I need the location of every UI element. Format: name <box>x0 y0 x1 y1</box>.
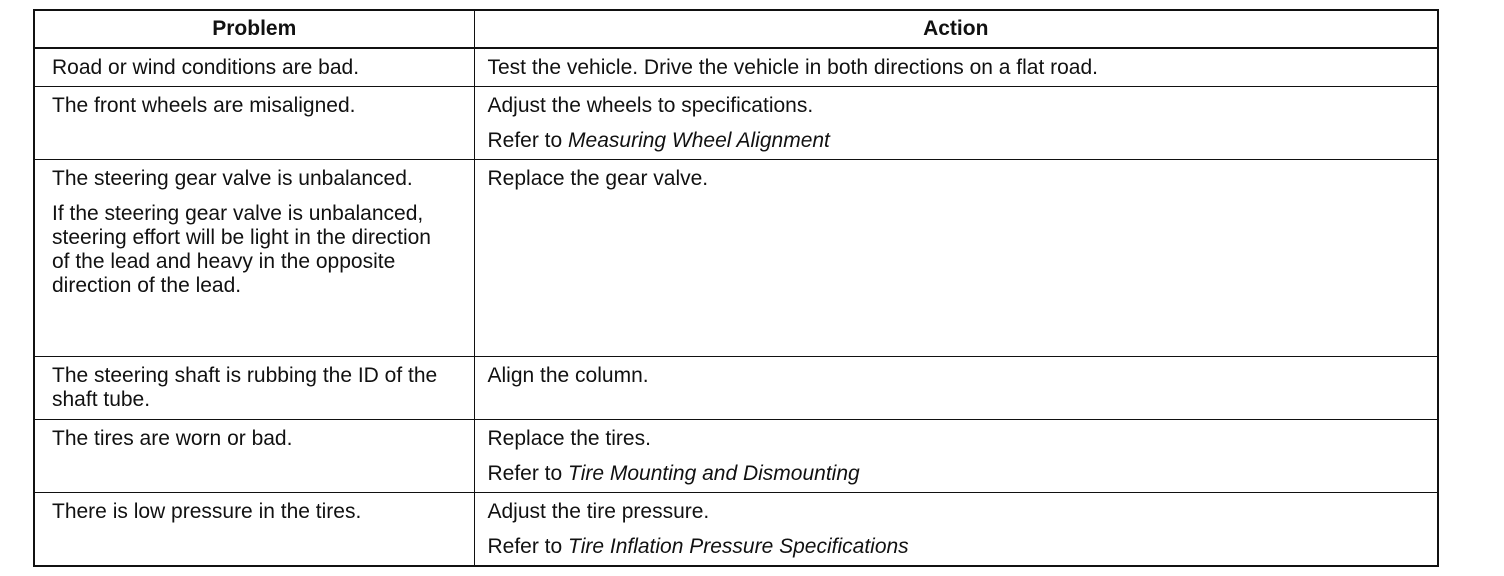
reference-line <box>488 129 1430 153</box>
action-text: Align the column. <box>487 364 649 387</box>
table-row <box>34 420 1438 493</box>
reference-prefix: Refer to <box>487 535 563 558</box>
action-cell <box>474 493 1438 567</box>
action-text: Adjust the wheels to specifications. <box>487 94 814 117</box>
problem-text: Road or wind conditions are bad. <box>52 56 360 79</box>
action-cell <box>474 87 1438 160</box>
troubleshooting-table-container <box>33 9 1437 567</box>
problem-cell <box>34 357 474 420</box>
table-row <box>34 160 1438 357</box>
reference-line <box>488 535 1430 559</box>
problem-cell <box>34 493 474 567</box>
problem-text: The front wheels are misaligned. <box>52 94 356 117</box>
table-row <box>34 493 1438 567</box>
reference-prefix: Refer to <box>487 129 563 152</box>
reference-line <box>488 462 1430 486</box>
reference-title: Tire Mounting and Dismounting <box>568 462 860 485</box>
table-row <box>34 48 1438 87</box>
problem-text: The steering shaft is rubbing the ID of the shaft tube. <box>52 364 438 411</box>
problem-cell <box>34 420 474 493</box>
problem-text: The tires are worn or bad. <box>52 427 293 450</box>
action-cell <box>474 160 1438 357</box>
reference-prefix: Refer to <box>487 462 563 485</box>
table-header-row <box>34 10 1438 48</box>
action-cell <box>474 48 1438 87</box>
problem-column-header: Problem <box>34 10 474 48</box>
action-text: Adjust the tire pressure. <box>487 500 710 523</box>
action-cell <box>474 357 1438 420</box>
problem-text: There is low pressure in the tires. <box>52 500 362 523</box>
table-row <box>34 87 1438 160</box>
problem-detail-text: If the steering gear valve is unbalanced, steering effort will be light in the direction of the lead and heavy in the opposite direction of the lead. <box>52 202 431 297</box>
problem-cell <box>34 160 474 357</box>
action-cell <box>474 420 1438 493</box>
troubleshooting-table <box>33 9 1439 567</box>
action-text: Test the vehicle. Drive the vehicle in both directions on a flat road. <box>487 56 1098 79</box>
reference-title: Tire Inflation Pressure Specifications <box>568 535 909 558</box>
action-text: Replace the gear valve. <box>487 167 709 190</box>
problem-cell <box>34 87 474 160</box>
reference-title: Measuring Wheel Alignment <box>568 129 830 152</box>
problem-text: The steering gear valve is unbalanced. <box>52 167 413 190</box>
action-column-header: Action <box>474 10 1438 48</box>
problem-cell <box>34 48 474 87</box>
action-text: Replace the tires. <box>487 427 651 450</box>
table-row <box>34 357 1438 420</box>
